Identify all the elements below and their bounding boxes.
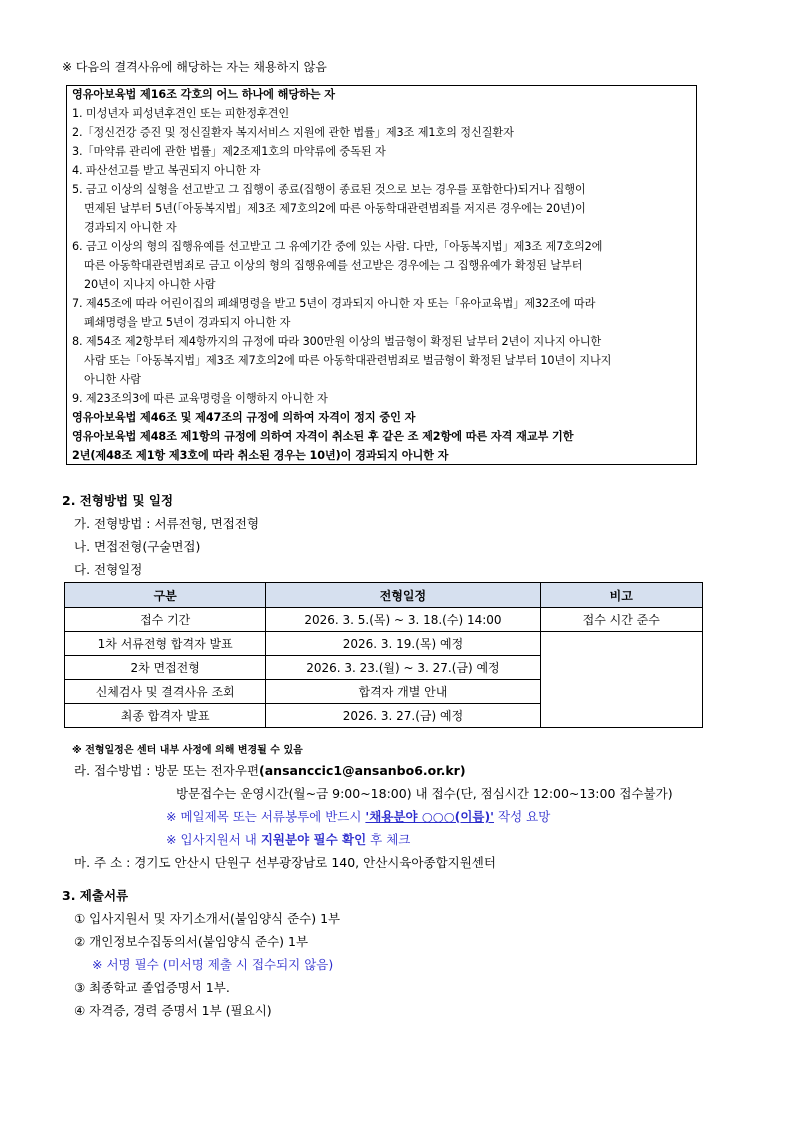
table-row xyxy=(65,632,703,656)
row-name: 2차 면접전형 xyxy=(65,656,266,680)
row-date: 2026. 3. 27.(금) 예정 xyxy=(266,704,540,728)
section2-title: 2. 전형방법 및 일정 xyxy=(62,493,174,508)
box-line: 5. 금고 이상의 실형을 선고받고 그 집행이 종료(집행이 종료된 것으로 보는 경우를 포함한다)되거나 집행이 xyxy=(72,183,586,196)
box-line: 7. 제45조에 따라 어린이집의 폐쇄명령을 받고 5년이 경과되지 아니한 자 또는「유아교육법」제32조에 따라 xyxy=(72,297,596,310)
row-note: 접수 시간 준수 xyxy=(540,608,702,632)
table-row xyxy=(65,608,703,632)
header-schedule: 전형일정 xyxy=(266,583,540,608)
schedule-change-note: ※ 전형일정은 센터 내부 사정에 의해 변경될 수 있음 xyxy=(72,745,303,756)
box-line: 폐쇄명령을 받고 5년이 경과되지 아니한 자 xyxy=(84,316,291,329)
box-line: 8. 제54조 제2항부터 제4항까지의 규정에 따라 300만원 이상의 벌금형이 확정된 날부터 2년이 지나지 아니한 xyxy=(72,335,602,348)
row-name: 접수 기간 xyxy=(65,608,266,632)
field-check-note xyxy=(166,830,410,848)
box-line: 면제된 날부터 5년(「아동복지법」제3조 제7호의2에 따른 아동학대관련범죄를 저지른 경우에는 20년)이 xyxy=(84,202,586,215)
box-title: 영유아보육법 제16조 각호의 어느 하나에 해당하는 자 xyxy=(72,88,335,101)
table-header-row xyxy=(65,583,703,608)
signature-note: ※ 서명 필수 (미서명 제출 시 접수되지 않음) xyxy=(92,957,334,972)
header-category: 구분 xyxy=(65,583,266,608)
disqualification-box xyxy=(66,85,697,465)
row-date: 합격자 개별 안내 xyxy=(266,680,540,704)
box-line: 2.「정신건강 증진 및 정신질환자 복지서비스 지원에 관한 법률」제3조 제1호의 정신질환자 xyxy=(72,126,514,139)
schedule-table xyxy=(64,582,703,728)
email-address: (ansanccic1@ansanbo6.or.kr) xyxy=(259,763,466,778)
mail-note-suffix: 작성 요망 xyxy=(494,809,551,824)
section3-title: 3. 제출서류 xyxy=(62,888,129,903)
box-bold-line: 영유아보육법 제48조 제1항의 규정에 의하여 자격이 취소된 후 같은 조 제2항에 따른 자격 재교부 기한 xyxy=(72,430,574,443)
application-method-label: 라. 접수방법 : 방문 또는 전자우편 xyxy=(74,763,260,778)
interview-type: 나. 면접전형(구술면접) xyxy=(74,539,201,554)
box-line: 20년이 지나지 아니한 사람 xyxy=(84,278,216,291)
row-date: 2026. 3. 23.(월) ~ 3. 27.(금) 예정 xyxy=(266,656,540,680)
field-note-prefix: ※ 입사지원서 내 xyxy=(166,832,261,847)
application-method xyxy=(74,761,466,779)
box-line: 3.「마약류 관리에 관한 법률」제2조제1호의 마약류에 중독된 자 xyxy=(72,145,386,158)
row-date: 2026. 3. 5.(목) ~ 3. 18.(수) 14:00 xyxy=(266,608,540,632)
box-line: 6. 금고 이상의 형의 집행유예를 선고받고 그 유예기간 중에 있는 사람. 다만,「아동복지법」제3조 제7호의2에 xyxy=(72,240,603,253)
address: 마. 주 소 : 경기도 안산시 단원구 선부광장남로 140, 안산시육아종합지원센터 xyxy=(74,855,496,870)
box-line: 따른 아동학대관련범죄로 금고 이상의 형의 집행유예를 선고받은 경우에는 그 집행유예가 확정된 날부터 xyxy=(84,259,583,272)
field-note-suffix: 후 체크 xyxy=(366,832,411,847)
mail-note-prefix: ※ 메일제목 또는 서류봉투에 반드시 xyxy=(166,809,366,824)
box-bold-line: 2년(제48조 제1항 제3호에 따라 취소된 경우는 10년)이 경과되지 아니한 자 xyxy=(72,449,449,462)
box-line: 사람 또는「아동복지법」제3조 제7호의2에 따른 아동학대관련범죄로 벌금형이 확정된 날부터 10년이 지나지 xyxy=(84,354,612,367)
row-note-empty xyxy=(540,632,702,728)
schedule-heading: 다. 전형일정 xyxy=(74,562,143,577)
row-name: 신체검사 및 결격사유 조회 xyxy=(65,680,266,704)
field-note-emphasis: 지원분야 필수 확인 xyxy=(260,832,367,847)
box-line: 9. 제23조의3에 따른 교육명령을 이행하지 아니한 자 xyxy=(72,392,328,405)
row-name: 최종 합격자 발표 xyxy=(65,704,266,728)
document-item: ① 입사지원서 및 자기소개서(붙임양식 준수) 1부 xyxy=(74,911,341,926)
visit-hours: 방문접수는 운영시간(월~금 9:00~18:00) 내 접수(단, 점심시간 12:00~13:00 접수불가) xyxy=(176,786,673,801)
box-line: 아니한 사람 xyxy=(84,373,141,386)
selection-method: 가. 전형방법 : 서류전형, 면접전형 xyxy=(74,516,260,531)
row-name: 1차 서류전형 합격자 발표 xyxy=(65,632,266,656)
box-line: 1. 미성년자 피성년후견인 또는 피한정후견인 xyxy=(72,107,290,120)
document-item: ④ 자격증, 경력 증명서 1부 (필요시) xyxy=(74,1003,272,1018)
document-item: ③ 최종학교 졸업증명서 1부. xyxy=(74,980,230,995)
disqualification-notice: ※ 다음의 결격사유에 해당하는 자는 채용하지 않음 xyxy=(62,60,327,74)
box-line: 4. 파산선고를 받고 복권되지 아니한 자 xyxy=(72,164,261,177)
box-line: 경과되지 아니한 자 xyxy=(84,221,177,234)
document-item: ② 개인정보수집동의서(붙임양식 준수) 1부 xyxy=(74,934,309,949)
row-date: 2026. 3. 19.(목) 예정 xyxy=(266,632,540,656)
mail-subject-note xyxy=(166,807,550,825)
box-bold-line: 영유아보육법 제46조 및 제47조의 규정에 의하여 자격이 정지 중인 자 xyxy=(72,411,416,424)
mail-note-emphasis: '채용분야 ○○○(이름)' xyxy=(365,809,495,824)
header-note: 비고 xyxy=(540,583,702,608)
